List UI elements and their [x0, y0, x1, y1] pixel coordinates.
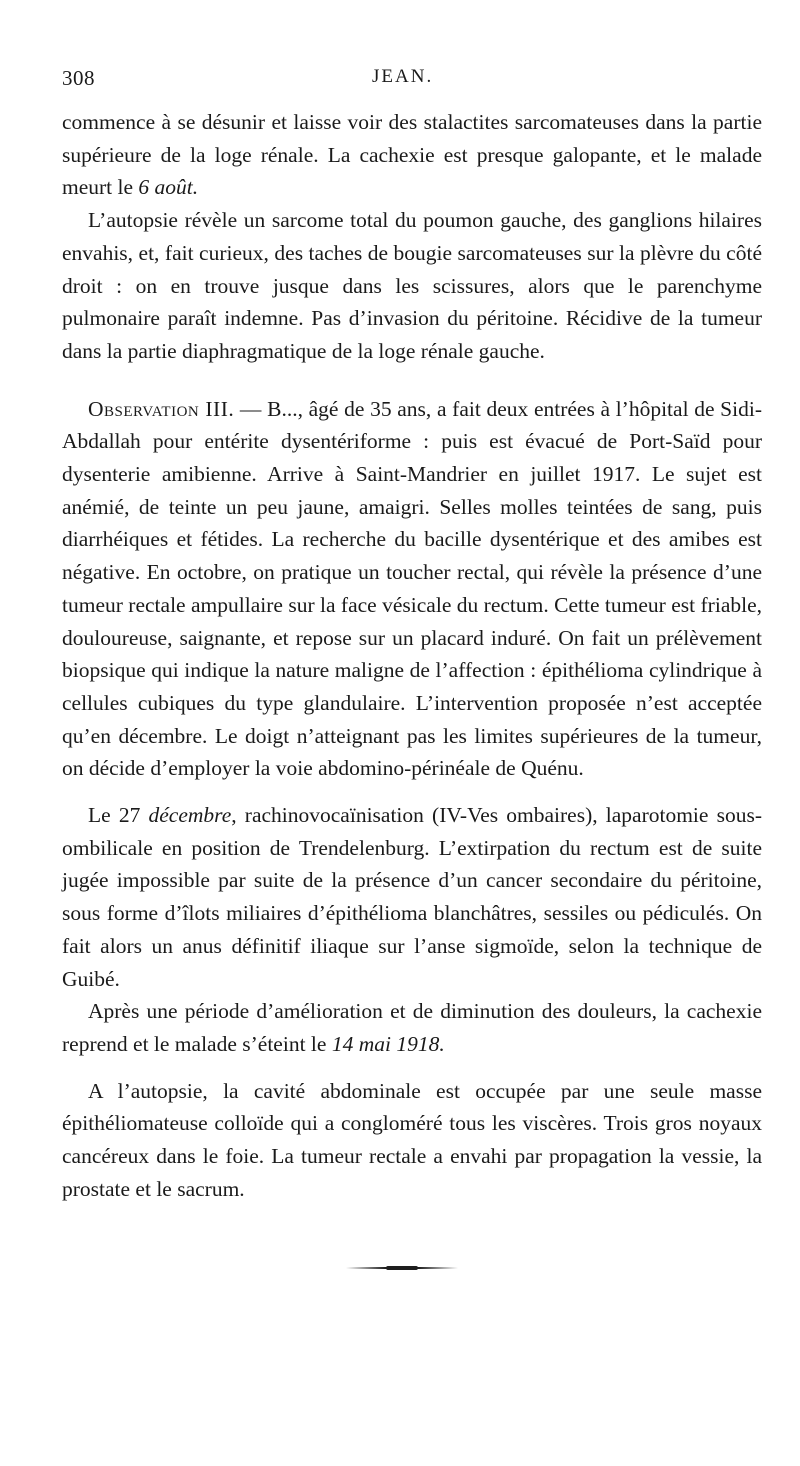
text-run: Après une période d’amélioration et de diminution des douleurs, la cachexie reprend et le malade s’éteint le [62, 999, 762, 1056]
paragraph [62, 1075, 762, 1206]
text-run: , rachinovocaïnisation (IV-Ves ombaires), laparotomie sous-ombilicale en position de Trendelenburg. L’extirpation du rectum est de suite jugée impossible par suite de la présence d’un cancer secondaire du péritoine, sous forme d’îlots miliaires d’épithélioma blanchâtres, sessiles ou pédiculés. On fait alors un anus définitif iliaque sur l’anse sigmoïde, selon la technique de Guibé. [62, 803, 762, 991]
observation-label: Observation III. [88, 396, 235, 421]
text-run: commence à se désunir et laisse voir des stalactites sarcomateuses dans la partie supérieure de la loge rénale. La cachexie est presque galopante, et le malade meurt le [62, 110, 762, 200]
text-run: A l’autopsie, la cavité abdominale est occupée par une seule masse épithéliomateuse colloïde qui a congloméré tous les viscères. Trois gros noyaux cancéreux dans le foie. La tumeur rectale a envahi par propagation la vessie, la prostate et le sacrum. [62, 1078, 762, 1201]
page-header [62, 66, 762, 90]
paragraph [62, 995, 762, 1060]
text-run: Le 27 [88, 803, 149, 828]
paragraph [62, 106, 762, 204]
text-run: L’autopsie révèle un sarcome total du poumon gauche, des ganglions hilaires envahis, et, fait curieux, des taches de bougie sarcomateuses sur la plèvre du côté droit : on en trouve jusque dans les scissures, alors que le parenchyme pulmonaire paraît indemne. Pas d’invasion du péritoine. Récidive de la tumeur dans la partie diaphragmatique de la loge rénale gauche. [62, 208, 762, 363]
paragraph-observation-heading [62, 393, 762, 785]
body-text [62, 106, 762, 1206]
paragraph [62, 204, 762, 368]
page-number: 308 [62, 66, 95, 90]
italic-word: décembre [148, 803, 232, 828]
italic-date: 14 mai 1918. [331, 1031, 445, 1056]
text-run: — B..., âgé de 35 ans, a fait deux entrées à l’hôpital de Sidi-Abdallah pour entérite dysentériforme : puis est évacué de Port-Saïd pour dysenterie amibienne. Arrive à Saint-Mandrier en juillet 1917. Le sujet est anémié, de teinte un peu jaune, amaigri. Selles molles teintées de sang, puis diarrhéiques et fétides. La recherche du bacille dysentérique et des amibes est négative. En octobre, on pratique un toucher rectal, qui révèle la présence d’une tumeur rectale ampullaire sur la face vésicale du rectum. Cette tumeur est friable, douloureuse, saignante, et repose sur un placard induré. On fait un prélèvement biopsique qui indique la nature maligne de l’affection : épithélioma cylindrique à cellules cubiques du type glandulaire. L’intervention proposée n’est acceptée qu’en décembre. Le doigt n’atteignant pas les limites supérieures de la tumeur, on décide d’employer la voie abdomino-périnéale de Quénu. [62, 396, 762, 781]
running-head: JEAN. [372, 66, 434, 87]
section-divider-rule [346, 1267, 458, 1269]
italic-date: 6 août. [138, 175, 199, 200]
paragraph [62, 799, 762, 995]
